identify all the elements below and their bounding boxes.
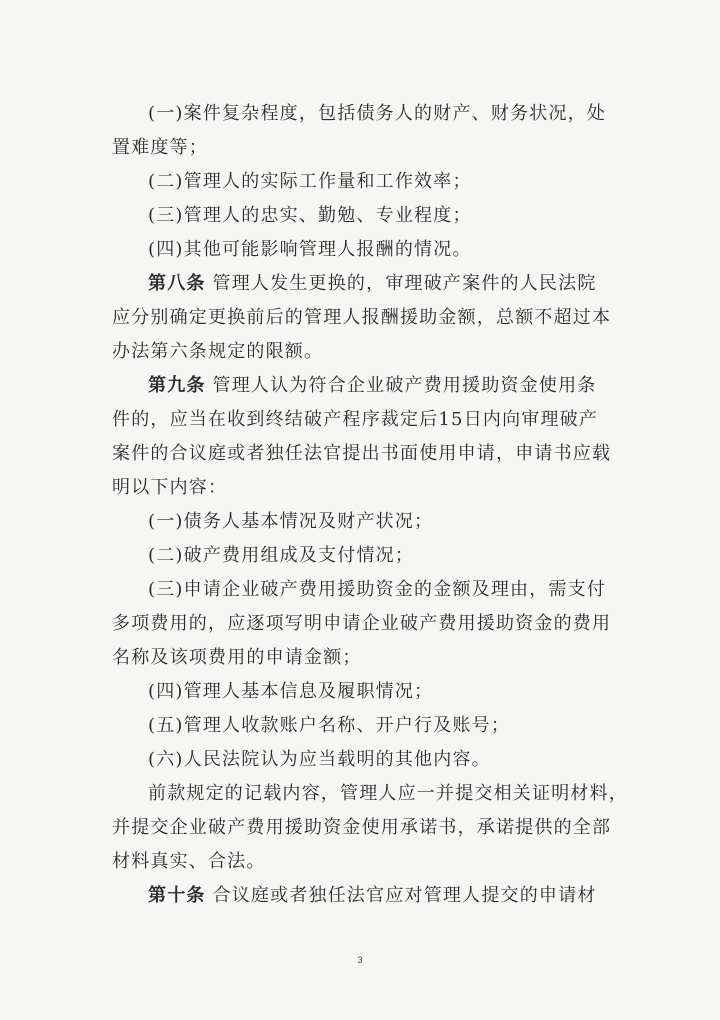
line-text: (四)其他可能影响管理人报酬的情况。 xyxy=(148,239,472,260)
line-text: (五)管理人收款账户名称、开户行及账号； xyxy=(148,715,511,736)
line-text: (一)案件复杂程度，包括债务人的财产、财务状况，处 xyxy=(148,103,607,124)
paragraph-line xyxy=(112,403,612,437)
paragraph-line xyxy=(112,845,612,879)
paragraph-line xyxy=(112,131,612,165)
paragraph-line xyxy=(112,505,612,539)
line-text: 管理人认为符合企业破产费用援助资金使用条 xyxy=(205,375,597,396)
line-text: 并提交企业破产费用援助资金使用承诺书，承诺提供的全部 xyxy=(112,817,612,838)
line-text: 管理人发生更换的，审理破产案件的人民法院 xyxy=(205,273,597,294)
line-text: 置难度等； xyxy=(112,137,208,158)
paragraph-line xyxy=(112,301,612,335)
line-text: 名称及该项费用的申请金额； xyxy=(112,647,362,668)
line-text: 合议庭或者独任法官应对管理人提交的申请材 xyxy=(205,885,597,906)
paragraph-line xyxy=(112,879,612,913)
paragraph-line xyxy=(112,233,612,267)
paragraph-line xyxy=(112,471,612,505)
paragraph-line xyxy=(112,641,612,675)
paragraph-line xyxy=(112,675,612,709)
paragraph-line xyxy=(112,811,612,845)
document-body xyxy=(112,97,628,913)
line-text: (三)申请企业破产费用援助资金的金额及理由，需支付 xyxy=(148,579,607,600)
page-number: 3 xyxy=(357,955,363,965)
line-text: 明以下内容： xyxy=(112,477,228,498)
paragraph-line xyxy=(112,97,612,131)
article-heading: 第八条 xyxy=(148,273,206,294)
paragraph-line xyxy=(112,369,612,403)
line-text: (三)管理人的忠实、勤勉、专业程度； xyxy=(148,205,472,226)
paragraph-line xyxy=(112,607,612,641)
paragraph-line xyxy=(112,267,612,301)
line-text: (一)债务人基本情况及财产状况； xyxy=(148,511,434,532)
paragraph-line xyxy=(112,709,612,743)
line-text: (六)人民法院认为应当载明的其他内容。 xyxy=(148,749,491,770)
paragraph-line xyxy=(112,199,612,233)
paragraph-line xyxy=(112,437,612,471)
paragraph-line xyxy=(112,743,612,777)
line-text: 材料真实、合法。 xyxy=(112,851,266,872)
line-text: 案件的合议庭或者独任法官提出书面使用申请，申请书应载 xyxy=(112,443,612,464)
paragraph-line xyxy=(112,335,612,369)
article-heading: 第十条 xyxy=(148,885,206,906)
paragraph-line xyxy=(112,165,612,199)
article-heading: 第九条 xyxy=(148,375,206,396)
line-text: 应分别确定更换前后的管理人报酬援助金额，总额不超过本 xyxy=(112,307,612,328)
paragraph-line xyxy=(112,539,612,573)
line-text: (二)破产费用组成及支付情况； xyxy=(148,545,415,566)
line-text: (二)管理人的实际工作量和工作效率； xyxy=(148,171,472,192)
line-text: 前款规定的记载内容，管理人应一并提交相关证明材料， xyxy=(148,783,628,804)
paragraph-line xyxy=(112,573,612,607)
line-text: 办法第六条规定的限额。 xyxy=(112,341,324,362)
line-text: (四)管理人基本信息及履职情况； xyxy=(148,681,434,702)
paragraph-line xyxy=(112,777,628,811)
line-text: 件的，应当在收到终结破产程序裁定后15日内向审理破产 xyxy=(112,409,599,430)
line-text: 多项费用的，应逐项写明申请企业破产费用援助资金的费用 xyxy=(112,613,612,634)
